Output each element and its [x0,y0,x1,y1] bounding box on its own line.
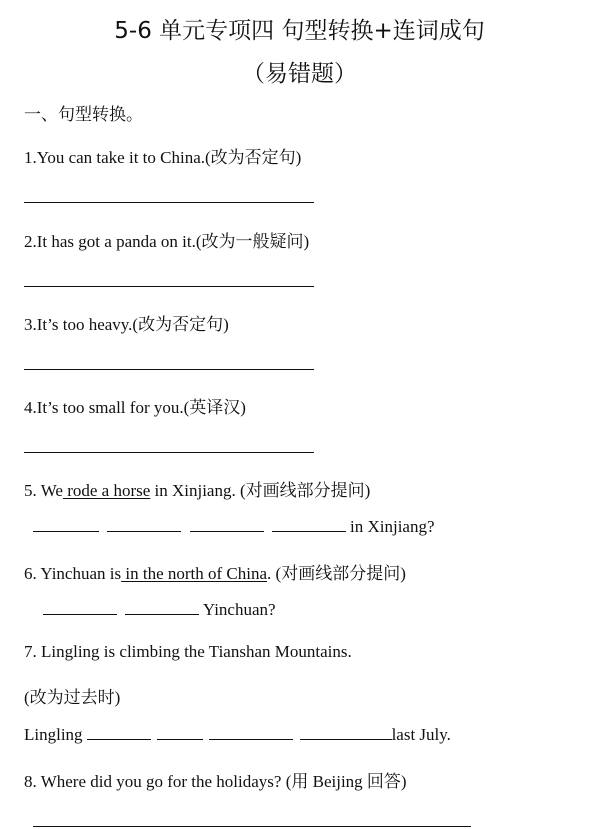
question-7: 7. Lingling is climbing the Tianshan Mountains. [24,642,352,661]
blank-5-3[interactable] [190,517,264,532]
section-heading: 一、句型转换。 [24,105,143,124]
answer-row-5 [33,517,435,537]
question-5-pre: 5. We [24,481,63,500]
question-7-note: (改为过去时) [24,688,121,707]
question-5-underlined: rode a horse [62,481,151,500]
question-2: 2.It has got a panda on it.(改为一般疑问) [24,232,310,251]
answer-line-1[interactable] [24,202,314,203]
blank-7-2[interactable] [157,725,203,740]
answer-6-tail: Yinchuan? [199,600,276,619]
answer-row-6 [43,600,276,620]
question-6 [24,559,406,584]
blank-6-2[interactable] [125,600,199,615]
blank-5-1[interactable] [33,517,99,532]
question-6-post: . (对画线部分提问) [267,564,406,583]
blank-5-2[interactable] [107,517,181,532]
blank-7-1[interactable] [87,725,151,740]
answer-line-4[interactable] [24,452,314,453]
question-5-post: in Xinjiang. (对画线部分提问) [150,481,371,500]
answer-7-tail: last July. [391,725,451,744]
page-title: 5-6 单元专项四 句型转换+连词成句 [114,18,485,44]
question-8: 8. Where did you go for the holidays? (用 Beijing 回答) [24,772,407,791]
question-6-underlined: in the north of China [121,564,268,583]
blank-6-1[interactable] [43,600,117,615]
question-4: 4.It’s too small for you.(英译汉) [24,398,246,417]
question-6-pre: 6. Yinchuan is [24,564,122,583]
answer-line-8[interactable] [33,826,471,827]
answer-line-3[interactable] [24,369,314,370]
blank-5-4[interactable] [272,517,346,532]
answer-line-2[interactable] [24,286,314,287]
question-3: 3.It’s too heavy.(改为否定句) [24,315,229,334]
answer-7-head: Lingling [24,725,87,744]
blank-7-4[interactable] [300,725,392,740]
page-subtitle: （易错题） [242,61,357,87]
answer-5-tail: in Xinjiang? [345,517,435,536]
question-5 [24,476,370,501]
answer-row-7 [24,725,451,745]
blank-7-3[interactable] [209,725,293,740]
question-1: 1.You can take it to China.(改为否定句) [24,148,302,167]
